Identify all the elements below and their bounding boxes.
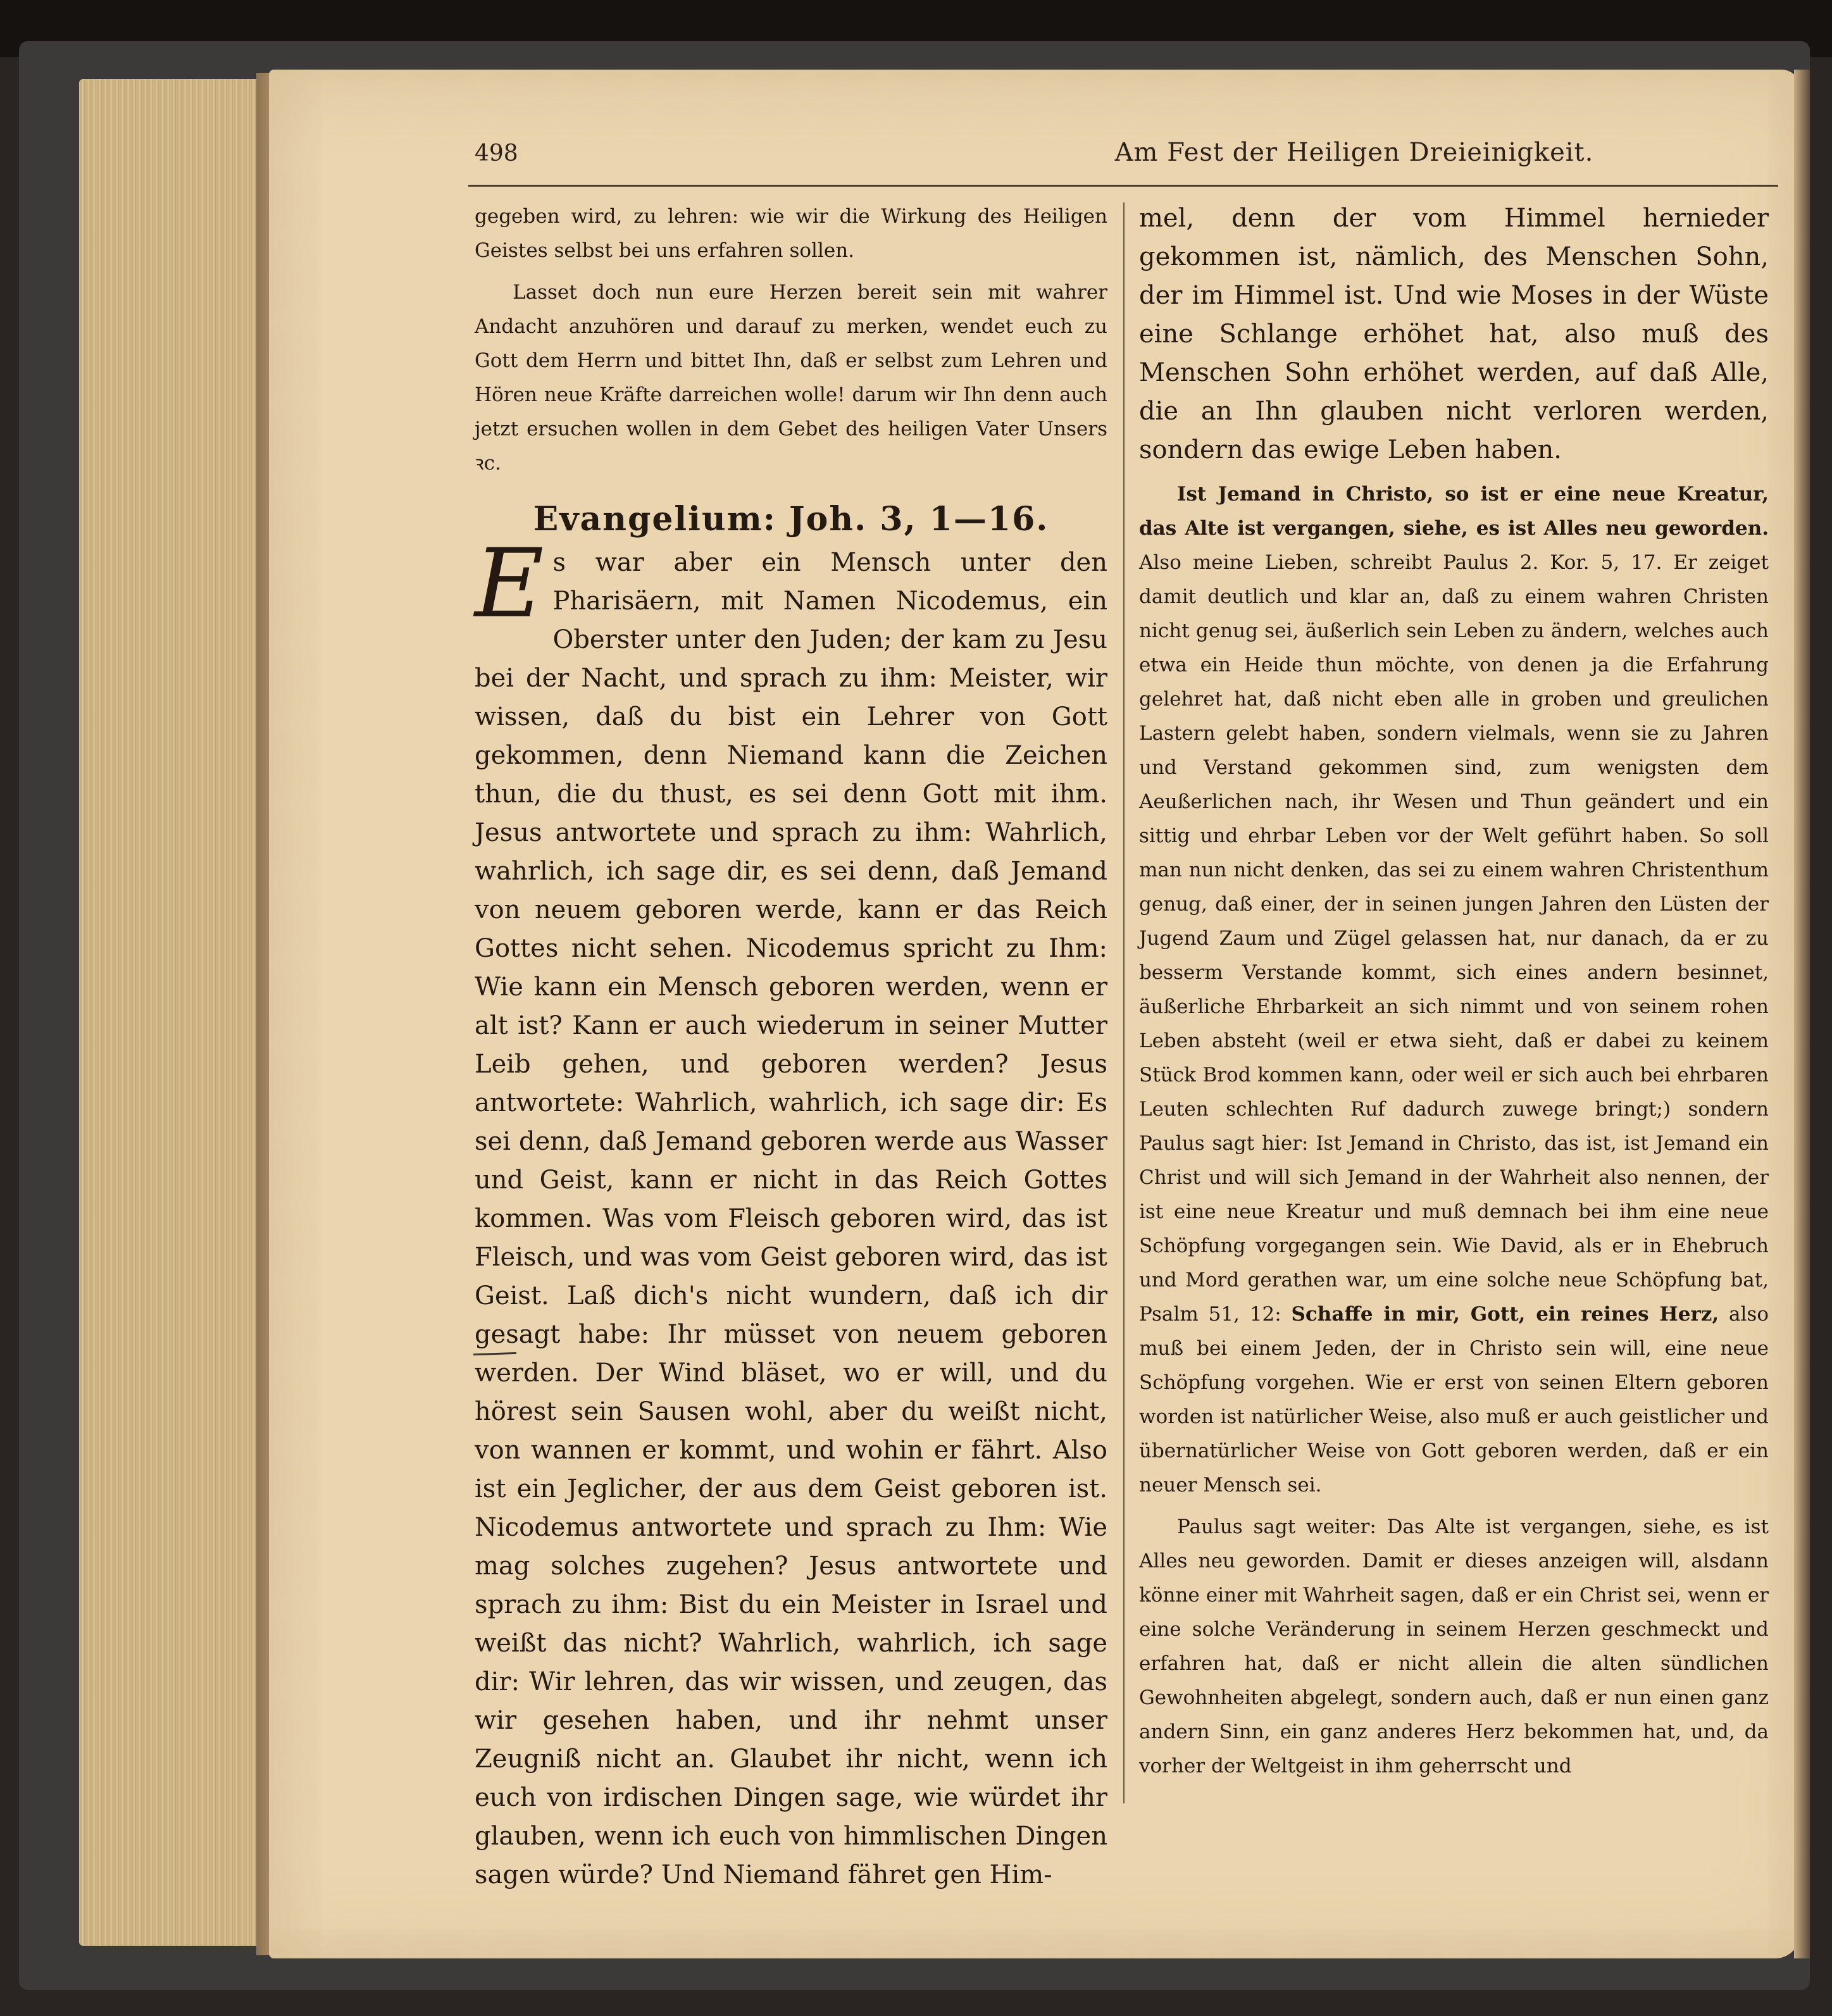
running-head <box>475 140 1797 172</box>
sermon-text-end: also muß bei einem Jeden, der in Christo sein will, eine neue Schöpfung vorgehen. Wie er erst von seinen Eltern geboren worden ist natürlicher Weise, also muß er auch geistlicher und übernatürlicher Weise von Gott geboren werden, daß er ein neuer Mensch sei. <box>1139 1303 1769 1496</box>
page-right-edge <box>1794 70 1810 1958</box>
page-stack-edge <box>79 79 269 1946</box>
sermon-paragraph-1 <box>1139 477 1769 1502</box>
left-column <box>475 199 1107 1895</box>
column-divider <box>1123 202 1125 1803</box>
running-title: Am Fest der Heiligen Dreieinigkeit. <box>1114 138 1594 167</box>
header-rule <box>468 185 1778 187</box>
sermon-bold-quote: Ist Jemand in Christo, so ist er eine neue Kreatur, das Alte ist vergangen, siehe, es ist Alles neu geworden. <box>1139 483 1769 540</box>
intro-paragraph-2: Lasset doch nun eure Herzen bereit sein mit wahrer Andacht anzuhören und darauf zu merken, wendet euch zu Gott dem Herrn und bittet Ihn, daß er selbst zum Lehren und Hören neue Kräfte darreichen wolle! darum wir Ihn denn auch jetzt ersuchen wollen in dem Gebet des heiligen Vater Unsers ꝛc. <box>475 281 1107 475</box>
gospel-text: s war aber ein Mensch unter den Pharisäern, mit Namen Nicodemus, ein Oberster unter den Juden; der kam zu Jesu bei der Nacht, und sprach zu ihm: Meister, wir wissen, daß du bist ein Lehrer von Gott gekommen, denn Niemand kann die Zeichen thun, die du thust, es sei denn Gott mit ihm. Jesus antwortete und sprach zu ihm: Wahrlich, wahrlich, ich sage dir, es sei denn, daß Jemand von neuem geboren werde, kann er das Reich Gottes nicht sehen. Nicodemus spricht zu Ihm: Wie kann ein Mensch geboren werden, wenn er alt ist? Kann er auch wiederum in seiner Mutter Leib gehen, und geboren werden? Jesus antwortete: Wahrlich, wahrlich, ich sage dir: Es sei denn, daß Jemand geboren werde aus Wasser und Geist, kann er nicht in das Reich Gottes kommen. Was vom Fleisch geboren wird, das ist Fleisch, und was vom Geist geboren wird, das ist Geist. Laß dich's nicht wundern, daß ich dir gesagt habe: Ihr müsset von neuem geboren werden. Der Wind bläset, wo er will, und du hörest sein Sausen wohl, aber du weißt nicht, von wannen er kommt, und wohin er fährt. Also ist ein Jeglicher, der aus dem Geist geboren ist. Nicodemus antwortete und sprach zu Ihm: Wie mag solches zugehen? Jesus antwortete und sprach zu ihm: Bist du ein Meister in Israel und weißt das nicht? Wahrlich, wahrlich, ich sage dir: Wir lehren, das wir wissen, und zeugen, das wir gesehen haben, und ihr nehmt unser Zeugniß nicht an. Glaubet ihr nicht, wenn ich euch von irdischen Dingen sage, wie würdet ihr glauben, wenn ich euch von himmlischen Dingen sagen würde? Und Niemand fähret gen Him- <box>475 548 1107 1889</box>
intro-paragraph-1: gegeben wird, zu lehren: wie wir die Wirkung des Heiligen Geistes selbst bei uns erfahren sollen. <box>475 205 1107 262</box>
right-column <box>1139 199 1769 1783</box>
sermon-text: Also meine Lieben, schreibt Paulus 2. Kor. 5, 17. Er zeiget damit deutlich und klar an, daß zu einem wahren Christen nicht genug sei, äußerlich sein Leben zu ändern, welches auch etwa ein Heide thun möchte, von denen ja die Erfahrung gelehret hat, daß nicht eben alle in groben und greulichen Lastern gelebt haben, sondern vielmals, wenn sie zu Jahren und Verstand gekommen sind, zum wenigsten dem Aeußerlichen nach, ihr Wesen und Thun geändert und ein sittig und ehrbar Leben vor der Welt geführt haben. So soll man nun nicht denken, das sei zu einem wahren Christenthum genug, daß einer, der in seinen jungen Jahren den Lüsten der Jugend Zaum und Zügel gelassen hat, nur danach, da er zu besserm Verstande kommt, sich eines andern besinnet, äußerliche Ehrbarkeit an sich nimmt und von seinem rohen Leben absteht (weil er etwa sieht, daß er dabei zu keinem Stück Brod kommen kann, oder weil er sich auch bei ehrbaren Leuten schlechten Ruf dadurch zuwege bringt;) sondern Paulus sagt hier: Ist Jemand in Christo, das ist, ist Jemand ein Christ und will sich Jemand in der Wahrheit also nennen, der ist eine neue Kreatur und muß demnach bei ihm eine neue Schöpfung vorgegangen sein. Wie David, als er in Ehebruch und Mord gerathen war, um eine solche neue Schöpfung bat, Psalm 51, 12: <box>1139 551 1769 1326</box>
gospel-continued: mel, denn der vom Himmel hernieder gekommen ist, nämlich, des Menschen Sohn, der im Himmel ist. Und wie Moses in der Wüste eine Schlange erhöhet hat, also muß des Menschen Sohn erhöhet werden, auf daß Alle, die an Ihn glauben nicht verloren werden, sondern das ewige Leben haben. <box>1139 204 1769 464</box>
psalm-bold-quote: Schaffe in mir, Gott, ein reines Herz, <box>1291 1303 1719 1326</box>
page-number: 498 <box>475 140 518 166</box>
gospel-heading: Evangelium: Joh. 3, 1—16. <box>533 500 1049 538</box>
gospel-paragraph <box>475 529 1107 1895</box>
sermon-paragraph-2: Paulus sagt weiter: Das Alte ist vergangen, siehe, es ist Alles neu geworden. Damit er dieses anzeigen will, alsdann könne einer mit Wahrheit sagen, daß er ein Christ sei, wenn er eine solche Veränderung in seinem Herzen geschmeckt und erfahren hat, daß er nicht allein die alten sündlichen Gewohnheiten abgelegt, sondern auch, daß er nun einen ganz andern Sinn, ein ganz anderes Herz bekommen hat, und, da vorher der Weltgeist in ihm geherrscht und <box>1139 1515 1769 1777</box>
drop-cap: E <box>475 529 544 639</box>
